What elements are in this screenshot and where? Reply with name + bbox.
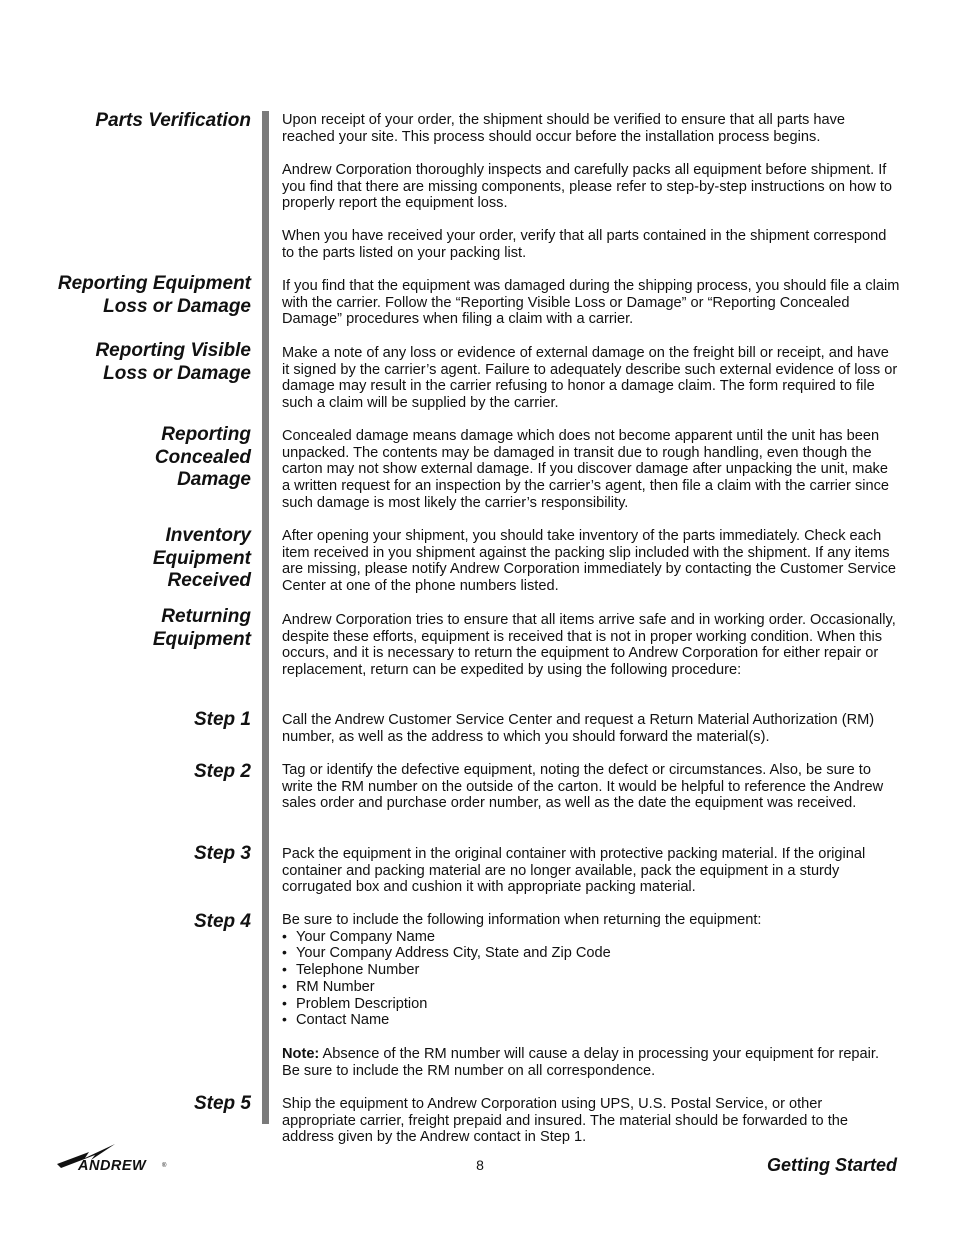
paragraph-verify: When you have received your order, verify that all parts contained in the shipment correspond to the parts listed on your packing list.: [282, 228, 887, 261]
list-item: • Contact Name: [282, 1011, 390, 1029]
paragraph-concealed: Concealed damage means damage which does not become apparent until the unit has been unpacked. The contents may be damaged in transit due to rough handling, even though the carton may not show external damage. If you discover damage after unpacking the unit, make a written request for an inspection by the carrier’s agent, then file a claim with the carrier since such damage is most likely the carrier’s responsibility.: [282, 428, 890, 511]
list-item: • Your Company Address City, State and Zip Code: [282, 944, 611, 962]
logo-wordmark: ANDREW: [78, 1158, 147, 1174]
heading-step-2: Step 2: [193, 761, 251, 782]
vertical-rule: [262, 111, 269, 1124]
paragraph-step-1: Call the Andrew Customer Service Center and request a Return Material Authorization (RM) number, as well as the address to which you should forward the material(s).: [282, 712, 875, 745]
list-item: • Telephone Number: [282, 961, 420, 979]
heading-step-4: Step 4: [193, 911, 251, 932]
note-label: Note:: [282, 1046, 320, 1062]
paragraph-damage-claim: If you find that the equipment was damaged during the shipping process, you should file a claim with the carrier. Follow the “Reporting Visible Loss or Damage” or “Reporting Concealed Damage” procedures when filing a claim with a carrier.: [282, 278, 900, 328]
bullet-icon: •: [282, 961, 287, 978]
note-paragraph: [282, 1046, 900, 1079]
bullet-icon: •: [282, 977, 287, 994]
paragraph-inventory: After opening your shipment, you should take inventory of the parts immediately. Check each item received in you shipment against the packing slip included with the shipment. If any items are missing, please notify Andrew Corporation immediately by contacting the Customer Service Center at one of the phone numbers listed.: [282, 528, 897, 595]
step-4-block: [282, 912, 900, 1029]
note-text: Absence of the RM number will cause a delay in processing your equipment for repair. Be sure to include the RM number on all correspondence.: [282, 1046, 880, 1079]
heading-step-3: Step 3: [193, 843, 251, 864]
info-list: [282, 929, 900, 1029]
heading-reporting-visible: Reporting Visible Loss or Damage: [95, 340, 251, 384]
paragraph-receipt: Upon receipt of your order, the shipment should be verified to ensure that all parts have reached your site. This process should occur before the installation process begins.: [282, 112, 845, 145]
page-number: 8: [476, 1157, 484, 1173]
paragraph-step-4: Be sure to include the following information when returning the equipment:: [282, 912, 762, 928]
paragraph-step-5: Ship the equipment to Andrew Corporation using UPS, U.S. Postal Service, or other appropriate carrier, freight prepaid and insured. The material should be forwarded to the address given by the Andrew contact in Step 1.: [282, 1096, 848, 1146]
heading-step-5: Step 5: [193, 1093, 251, 1114]
paragraph-visible-loss: Make a note of any loss or evidence of external damage on the freight bill or receipt, and have it signed by the carrier’s agent. Failure to adequately describe such external evidence of loss or damage may result in the carrier refusing to honor a damage claim. The form required to file such a claim will be supplied by the carrier.: [282, 345, 898, 412]
paragraph-step-3: Pack the equipment in the original container with protective packing material. If the original container and packing material are no longer available, pack the equipment in a sturdy corrugated box and cushion it with appropriate packing material.: [282, 846, 866, 896]
heading-inventory: Inventory Equipment Received: [152, 525, 251, 591]
bullet-icon: •: [282, 1011, 287, 1028]
heading-parts-verification: Parts Verification: [95, 110, 251, 131]
list-item: • Your Company Name: [282, 927, 435, 945]
paragraph-returning: Andrew Corporation tries to ensure that all items arrive safe and in working order. Occasionally, despite these efforts, equipment is received that is not in proper working condition. When this occurs, and it is necessary to return the equipment to Andrew Corporation for either repair or replacement, return can be expedited by using the following procedure:: [282, 612, 896, 679]
list-item: • Problem Description: [282, 994, 428, 1012]
bullet-icon: •: [282, 944, 287, 961]
bullet-icon: •: [282, 927, 287, 944]
paragraph-inspection: Andrew Corporation thoroughly inspects and carefully packs all equipment before shipment. If you find that there are missing components, please refer to step-by-step instructions on how to properly report the equipment loss.: [282, 162, 893, 212]
heading-reporting-concealed: Reporting Concealed Damage: [154, 424, 251, 490]
heading-reporting-loss: Reporting Equipment Loss or Damage: [57, 273, 251, 317]
paragraph-step-2: Tag or identify the defective equipment, noting the defect or circumstances. Also, be sure to write the RM number on the outside of the carton. It would be helpful to reference the Andrew sales order and purchase order number, as well as the date the equipment was received.: [282, 762, 884, 812]
heading-step-1: Step 1: [193, 709, 251, 730]
section-title: Getting Started: [766, 1155, 897, 1175]
list-item: • RM Number: [282, 977, 375, 995]
logo-registered-mark: ®: [162, 1163, 167, 1169]
heading-returning: Returning Equipment: [152, 606, 251, 650]
bullet-icon: •: [282, 994, 287, 1011]
